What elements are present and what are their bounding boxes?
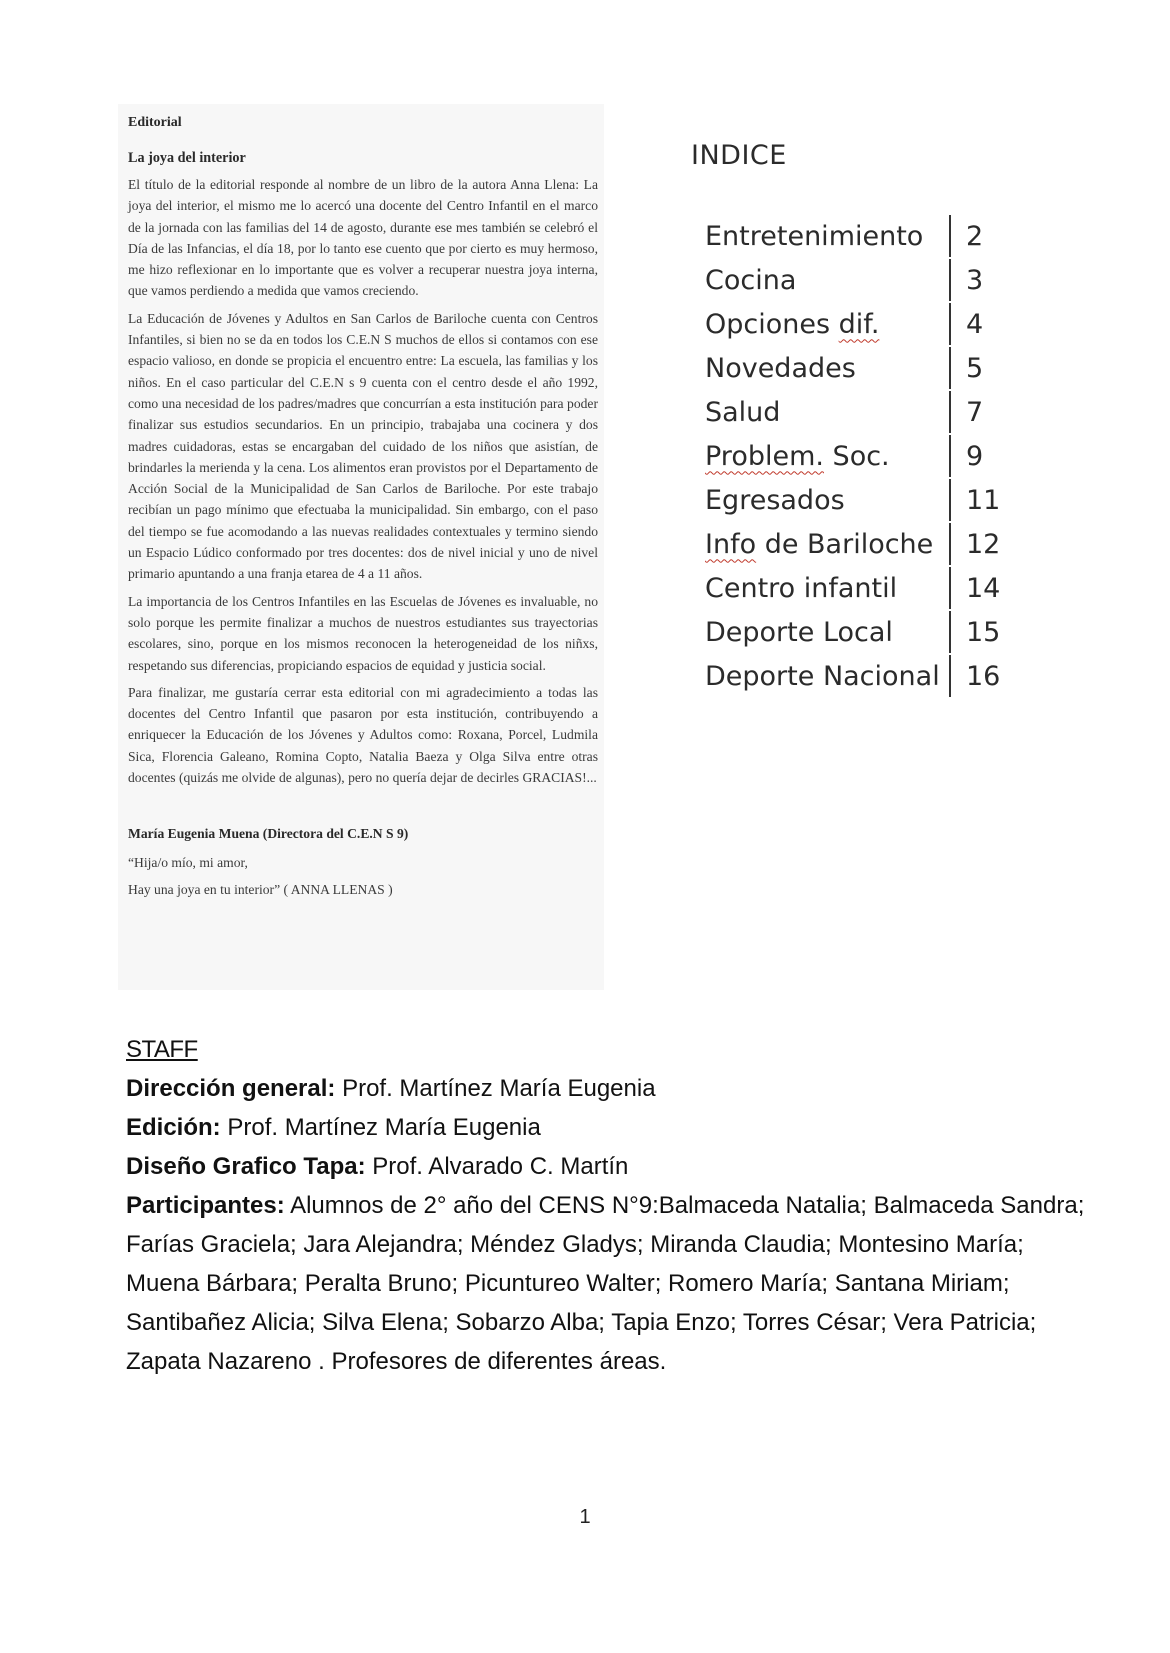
index-entry-page: 3: [966, 264, 984, 296]
staff-diseno-label: Diseño Grafico Tapa:: [126, 1153, 366, 1180]
index-entry-page: 11: [966, 484, 1001, 516]
staff-participantes-label: Participantes:: [126, 1192, 285, 1219]
index-entry-page: 5: [966, 352, 984, 384]
index-separator: [949, 347, 951, 389]
quote-line-1: “Hija/o mío, mi amor,: [128, 855, 248, 871]
index-entry-page: 12: [966, 528, 1001, 560]
index-entry-page: 9: [966, 440, 984, 472]
index-entry-label: Deporte Nacional: [705, 660, 940, 692]
staff-direccion: [126, 1069, 1086, 1108]
index-entry-label: Info de Bariloche: [705, 528, 934, 560]
staff-edicion-value: Prof. Martínez María Eugenia: [220, 1114, 541, 1141]
index-entry-label: Cocina: [705, 264, 797, 296]
index-entry-page: 14: [966, 572, 1001, 604]
index-entry: [705, 566, 1035, 610]
staff-heading: STAFF: [126, 1036, 198, 1063]
editorial-article: [118, 104, 604, 990]
index-entry: [705, 522, 1035, 566]
index-separator: [949, 215, 951, 257]
index-separator: [949, 655, 951, 697]
index-entry-label: Entretenimiento: [705, 220, 924, 252]
staff-diseno: [126, 1147, 1086, 1186]
index-entry-page: 2: [966, 220, 984, 252]
index-entry-label: Egresados: [705, 484, 845, 516]
index-separator: [949, 303, 951, 345]
index-entry: [705, 346, 1035, 390]
editorial-paragraph-1: El título de la editorial responde al nombre de un libro de la autora Anna Llena: La joya del interior, el mismo me lo acercó una docente del Centro Infantil en el marco de la jornada con las familias del 14 de agosto, durante ese mes también se celebró el Día de las Infancias, el día 18, por lo tanto ese cuento que por cierto es muy hermoso, me hizo reflexionar en lo importante que es volver a recuperar nuestra joya interna, que vamos perdiendo a medida que vamos creciendo.: [128, 177, 598, 299]
editorial-paragraph-2: La Educación de Jóvenes y Adultos en San Carlos de Bariloche cuenta con Centros Infantiles, si bien no se da en todos los C.E.N S muchos de ellos si contamos con ese espacio valioso, en donde se propicia el encuentro entre: La escuela, las familias y los niños. En el caso particular del C.E.N s 9 cuenta con el centro desde el año 1992, como una necesidad de los padres/madres que concurrían a esta institución para poder finalizar sus estudios secundarios. En un principio, trabajaba una cocinera y dos madres cuidadoras, estas se encargaban del cuidado de los niños que asistían, de brindarles la merienda y la cena. Los alimentos eran provistos por el Departamento de Acción Social de la Municipalidad de San Carlos de Bariloche. Por este trabajo recibían un pago mínimo que efectuaba la municipalidad. Sin embargo, con el paso del tiempo se fue acomodando a las nuevas realidades contextuales y termino siendo un Espacio Lúdico conformado por tres docentes: dos de nivel inicial y uno de nivel primario apuntando a una franja etarea de 4 a 11 años.: [128, 310, 598, 582]
staff-section: [126, 1030, 1086, 1381]
index-entry: [705, 258, 1035, 302]
index-entry: [705, 302, 1035, 346]
quote-line-2: Hay una joya en tu interior” ( ANNA LLENAS ): [128, 882, 393, 898]
index-separator: [949, 259, 951, 301]
index-entry-page: 16: [966, 660, 1001, 692]
index-entry: [705, 214, 1035, 258]
index-list: [705, 214, 1035, 698]
index-entry-label: Centro infantil: [705, 572, 898, 604]
editorial-kicker: Editorial: [128, 115, 182, 130]
index-entry: [705, 390, 1035, 434]
index-entry-label: Novedades: [705, 352, 856, 384]
index-box: [643, 104, 1063, 724]
index-entry-label: Salud: [705, 396, 781, 428]
staff-edicion: [126, 1108, 1086, 1147]
index-entry-label: Deporte Local: [705, 616, 893, 648]
staff-edicion-label: Edición:: [126, 1114, 221, 1141]
index-entry-page: 4: [966, 308, 984, 340]
index-entry: [705, 478, 1035, 522]
index-separator: [949, 391, 951, 433]
staff-diseno-value: Prof. Alvarado C. Martín: [365, 1153, 629, 1180]
staff-direccion-value: Prof. Martínez María Eugenia: [335, 1075, 656, 1102]
index-entry-page: 15: [966, 616, 1001, 648]
editorial-signature: [128, 822, 598, 903]
editorial-title: La joya del interior: [128, 150, 246, 166]
index-separator: [949, 523, 951, 565]
index-entry-label: Opciones dif.: [705, 308, 880, 340]
staff-participantes-value: Alumnos de 2° año del CENS N°9:Balmaceda Natalia; Balmaceda Sandra; Farías Graciela; Jara Alejandra; Méndez Gladys; Miranda Claudia; Montesino María; Muena Bárbara; Peralta Bruno; Picuntureo Walter; Romero María; Santana Miriam; Santibañez Alicia; Silva Elena; Sobarzo Alba; Tapia Enzo; Torres César; Vera Patricia; Zapata Nazareno . Profesores de diferentes áreas.: [126, 1192, 1085, 1375]
index-title: INDICE: [691, 140, 787, 171]
index-entry-page: 7: [966, 396, 984, 428]
signature-name: María Eugenia Muena (Directora del C.E.N S 9): [128, 826, 409, 842]
index-entry-label: Problem. Soc.: [705, 440, 890, 472]
index-entry: [705, 434, 1035, 478]
index-entry: [705, 610, 1035, 654]
staff-participantes: [126, 1186, 1086, 1381]
index-entry: [705, 654, 1035, 698]
index-separator: [949, 567, 951, 609]
editorial-paragraph-4: Para finalizar, me gustaría cerrar esta editorial con mi agradecimiento a todas las docentes del Centro Infantil que pasaron por esta institución, contribuyendo a enriquecer la Educación de los Jóvenes y Adultos como: Roxana, Porcel, Ludmila Sica, Florencia Galeano, Romina Copto, Natalia Baeza y Olga Silva entre otras docentes (quizás me olvide de algunas), pero no quería dejar de decirles GRACIAS!...: [128, 684, 598, 786]
staff-direccion-label: Dirección general:: [126, 1075, 336, 1102]
index-separator: [949, 479, 951, 521]
index-separator: [949, 611, 951, 653]
editorial-paragraph-3: La importancia de los Centros Infantiles en las Escuelas de Jóvenes es invaluable, no solo porque les permite finalizar a muchos de nuestros estudiantes sus trayectorias escolares, sino, porque en los mismos reconocen la heterogeneidad de los niñxs, respetando sus diferencias, propiciando espacios de equidad y justicia social.: [128, 593, 598, 673]
index-separator: [949, 435, 951, 477]
page-number: 1: [579, 1506, 591, 1528]
